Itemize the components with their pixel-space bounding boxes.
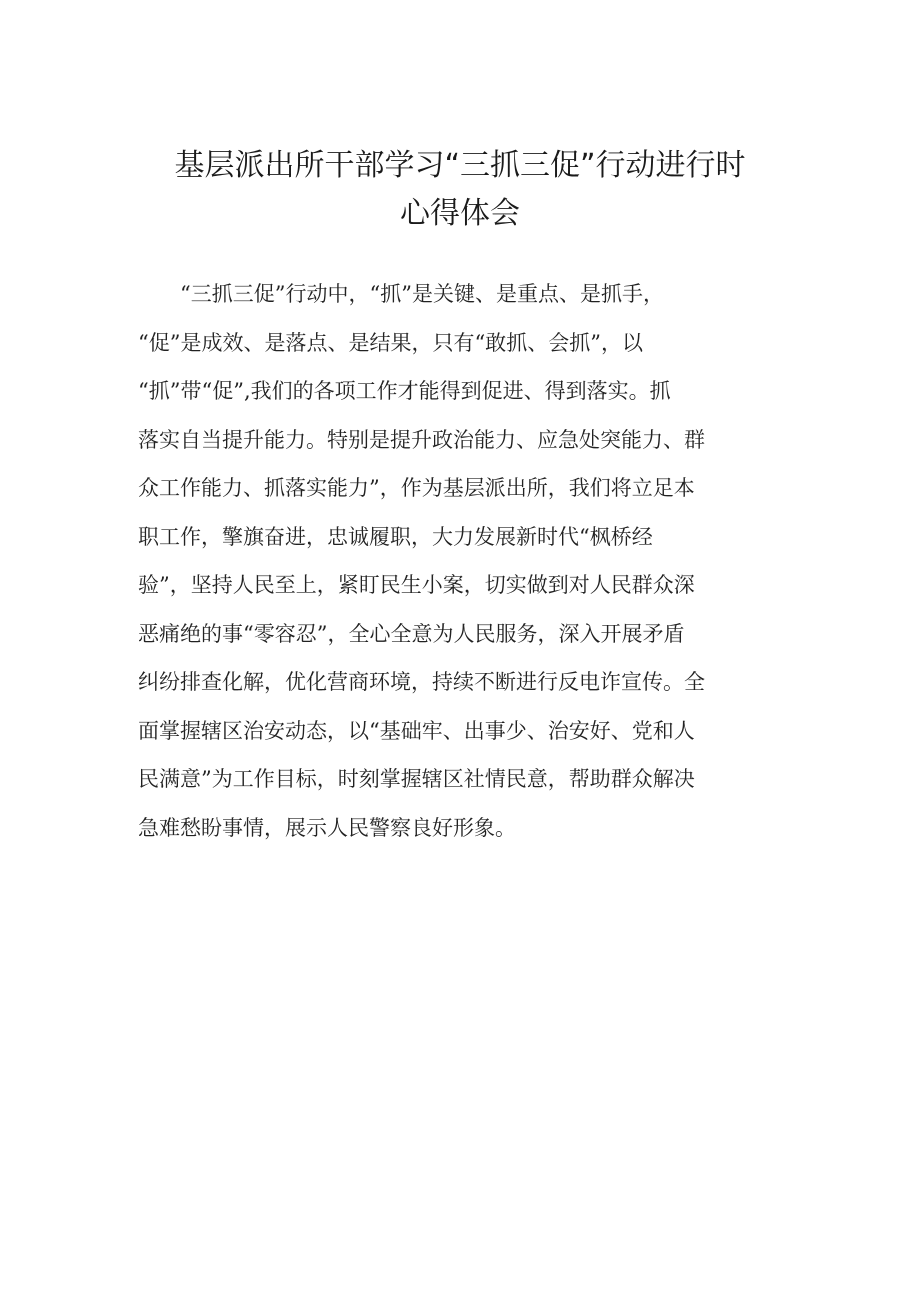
paragraph-line: 恶痛绝的事“零容忍”，全心全意为人民服务，深入开展矛盾 xyxy=(138,621,685,646)
paragraph-line: 众工作能力、抓落实能力”，作为基层派出所，我们将立足本 xyxy=(138,476,695,500)
paragraph-line: “三抓三促”行动中，“抓”是关键、是重点、是抓手， xyxy=(180,282,664,306)
paragraph-line: 职工作，擎旗奋进，忠诚履职，大力发展新时代“枫桥经 xyxy=(138,524,653,549)
paragraph-line: “抓”带“促”,我们的各项工作才能得到促进、得到落实。抓 xyxy=(138,379,671,403)
paragraph-line: 面掌握辖区治安动态，以“基础牢、出事少、治安好、党和人 xyxy=(138,718,695,743)
paragraph-line: 验”，坚持人民至上，紧盯民生小案，切实做到对人民群众深 xyxy=(138,573,695,597)
document-title-line-2: 心得体会 xyxy=(400,196,520,231)
document-title-line-1: 基层派出所干部学习“三抓三促”行动进行时 xyxy=(174,148,746,183)
paragraph-line: 急难愁盼事情，展示人民警察良好形象。 xyxy=(138,815,516,840)
paragraph-line: “促”是成效、是落点、是结果，只有“敢抓、会抓”，以 xyxy=(138,330,643,355)
paragraph-line: 落实自当提升能力。特别是提升政治能力、应急处突能力、群 xyxy=(138,427,705,452)
paragraph-line: 民满意”为工作目标，时刻掌握辖区社情民意，帮助群众解决 xyxy=(138,767,695,791)
paragraph-line: 纠纷排查化解，优化营商环境，持续不断进行反电诈宣传。全 xyxy=(138,670,705,694)
body-paragraph xyxy=(138,270,788,852)
